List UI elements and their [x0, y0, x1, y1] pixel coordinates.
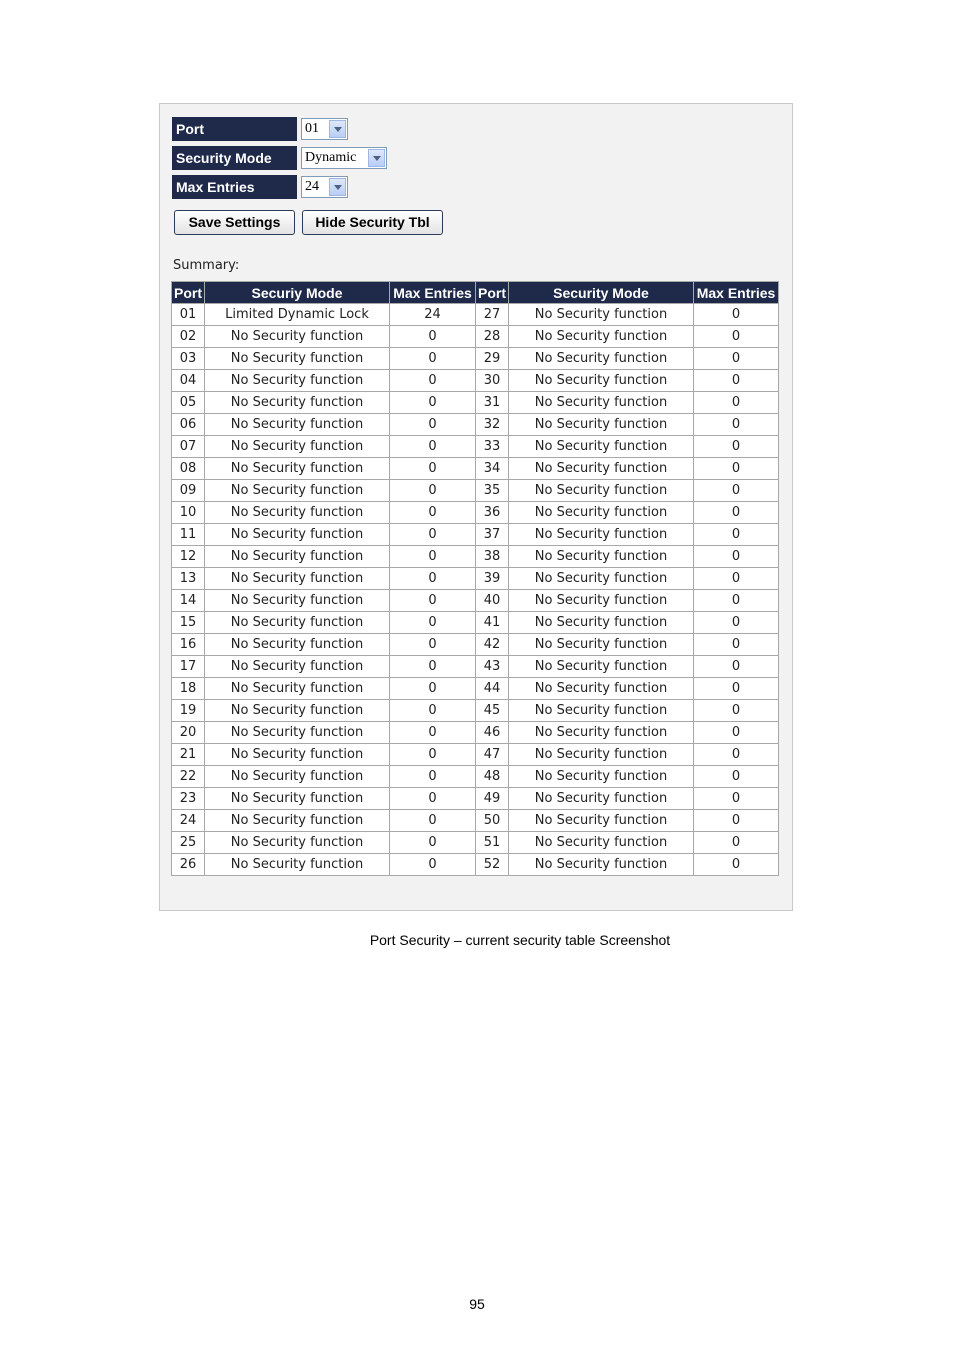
max-entries-cell: 0: [694, 546, 779, 568]
max-entries-cell: 0: [390, 370, 476, 392]
security-mode-cell: No Security function: [205, 810, 390, 832]
security-mode-cell: No Security function: [205, 612, 390, 634]
security-mode-cell: Limited Dynamic Lock: [205, 304, 390, 326]
max-entries-cell: 0: [694, 480, 779, 502]
max-entries-cell: 0: [390, 436, 476, 458]
port-security-panel: [159, 103, 793, 911]
security-mode-select[interactable]: [301, 147, 387, 169]
save-settings-button[interactable]: Save Settings: [174, 210, 295, 235]
max-entries-cell: 0: [390, 678, 476, 700]
max-entries-cell: 0: [390, 788, 476, 810]
chevron-down-icon[interactable]: [329, 120, 346, 138]
security-mode-cell: No Security function: [509, 348, 694, 370]
security-mode-cell: No Security function: [509, 524, 694, 546]
security-mode-label: Security Mode: [172, 146, 297, 170]
port-cell: 19: [172, 700, 205, 722]
port-cell: 42: [476, 634, 509, 656]
port-cell: 25: [172, 832, 205, 854]
security-mode-cell: No Security function: [205, 656, 390, 678]
port-cell: 30: [476, 370, 509, 392]
table-row: [172, 722, 779, 744]
port-cell: 12: [172, 546, 205, 568]
max-entries-cell: 0: [694, 744, 779, 766]
port-cell: 46: [476, 722, 509, 744]
port-cell: 05: [172, 392, 205, 414]
table-row: [172, 634, 779, 656]
security-mode-cell: No Security function: [509, 700, 694, 722]
security-mode-cell: No Security function: [205, 458, 390, 480]
max-entries-cell: 0: [694, 854, 779, 876]
port-cell: 18: [172, 678, 205, 700]
security-mode-cell: No Security function: [205, 788, 390, 810]
port-cell: 34: [476, 458, 509, 480]
max-entries-cell: 0: [694, 788, 779, 810]
port-cell: 35: [476, 480, 509, 502]
max-entries-cell: 0: [694, 326, 779, 348]
security-mode-cell: No Security function: [205, 832, 390, 854]
port-cell: 01: [172, 304, 205, 326]
max-entries-label: Max Entries: [172, 175, 297, 199]
table-row: [172, 304, 779, 326]
security-mode-cell: No Security function: [205, 370, 390, 392]
port-cell: 31: [476, 392, 509, 414]
port-cell: 49: [476, 788, 509, 810]
port-cell: 11: [172, 524, 205, 546]
table-row: [172, 744, 779, 766]
port-cell: 07: [172, 436, 205, 458]
security-mode-cell: No Security function: [205, 634, 390, 656]
max-entries-cell: 0: [390, 832, 476, 854]
port-cell: 43: [476, 656, 509, 678]
port-label: Port: [172, 117, 297, 141]
column-header-security-mode: Securiy Mode: [205, 282, 390, 304]
port-cell: 04: [172, 370, 205, 392]
port-cell: 03: [172, 348, 205, 370]
port-cell: 13: [172, 568, 205, 590]
max-entries-cell: 0: [390, 546, 476, 568]
table-row: [172, 546, 779, 568]
port-cell: 36: [476, 502, 509, 524]
security-mode-cell: No Security function: [205, 568, 390, 590]
port-cell: 51: [476, 832, 509, 854]
port-select-value: 01: [305, 121, 319, 136]
column-header-max-entries: Max Entries: [694, 282, 779, 304]
security-mode-cell: No Security function: [509, 568, 694, 590]
security-mode-cell: No Security function: [509, 392, 694, 414]
port-cell: 06: [172, 414, 205, 436]
port-cell: 26: [172, 854, 205, 876]
table-row: [172, 502, 779, 524]
table-row: [172, 590, 779, 612]
max-entries-cell: 0: [390, 392, 476, 414]
security-mode-cell: No Security function: [205, 414, 390, 436]
security-mode-cell: No Security function: [509, 634, 694, 656]
table-row: [172, 458, 779, 480]
security-mode-cell: No Security function: [509, 612, 694, 634]
port-cell: 48: [476, 766, 509, 788]
table-row: [172, 568, 779, 590]
table-row: [172, 700, 779, 722]
port-cell: 16: [172, 634, 205, 656]
security-mode-cell: No Security function: [509, 810, 694, 832]
security-mode-cell: No Security function: [205, 392, 390, 414]
max-entries-cell: 0: [390, 634, 476, 656]
table-row: [172, 524, 779, 546]
table-row: [172, 656, 779, 678]
table-row: [172, 326, 779, 348]
port-cell: 20: [172, 722, 205, 744]
max-entries-cell: 0: [694, 832, 779, 854]
table-row: [172, 788, 779, 810]
security-mode-cell: No Security function: [509, 678, 694, 700]
table-row: [172, 678, 779, 700]
max-entries-cell: 0: [390, 524, 476, 546]
chevron-down-icon[interactable]: [329, 178, 346, 196]
column-header-port: Port: [476, 282, 509, 304]
port-cell: 27: [476, 304, 509, 326]
security-summary-table: [171, 281, 779, 876]
security-mode-cell: No Security function: [509, 656, 694, 678]
port-cell: 24: [172, 810, 205, 832]
port-cell: 02: [172, 326, 205, 348]
max-entries-cell: 0: [694, 436, 779, 458]
max-entries-cell: 0: [390, 854, 476, 876]
port-cell: 17: [172, 656, 205, 678]
security-mode-cell: No Security function: [509, 766, 694, 788]
max-entries-cell: 0: [694, 634, 779, 656]
page-number: 95: [469, 1296, 485, 1312]
security-mode-cell: No Security function: [205, 524, 390, 546]
max-entries-cell: 0: [694, 656, 779, 678]
max-entries-cell: 0: [390, 700, 476, 722]
security-mode-cell: No Security function: [205, 502, 390, 524]
port-cell: 37: [476, 524, 509, 546]
port-cell: 21: [172, 744, 205, 766]
security-mode-cell: No Security function: [509, 370, 694, 392]
security-mode-cell: No Security function: [205, 546, 390, 568]
port-cell: 38: [476, 546, 509, 568]
port-cell: 14: [172, 590, 205, 612]
security-mode-cell: No Security function: [509, 788, 694, 810]
security-mode-cell: No Security function: [205, 348, 390, 370]
port-cell: 39: [476, 568, 509, 590]
security-mode-cell: No Security function: [509, 414, 694, 436]
table-row: [172, 810, 779, 832]
security-mode-cell: No Security function: [205, 854, 390, 876]
security-mode-cell: No Security function: [509, 502, 694, 524]
port-cell: 32: [476, 414, 509, 436]
max-entries-cell: 0: [390, 568, 476, 590]
security-mode-cell: No Security function: [509, 832, 694, 854]
table-row: [172, 480, 779, 502]
table-row: [172, 854, 779, 876]
port-cell: 52: [476, 854, 509, 876]
security-mode-cell: No Security function: [205, 700, 390, 722]
table-row: [172, 392, 779, 414]
max-entries-cell: 0: [694, 524, 779, 546]
table-row: [172, 348, 779, 370]
max-entries-select-value: 24: [305, 179, 319, 194]
max-entries-cell: 0: [694, 414, 779, 436]
max-entries-cell: 0: [390, 348, 476, 370]
max-entries-cell: 0: [694, 458, 779, 480]
security-mode-cell: No Security function: [509, 546, 694, 568]
port-cell: 40: [476, 590, 509, 612]
max-entries-cell: 0: [390, 612, 476, 634]
max-entries-cell: 0: [390, 810, 476, 832]
security-mode-select-value: Dynamic: [305, 150, 357, 165]
security-mode-cell: No Security function: [205, 326, 390, 348]
figure-caption: Port Security – current security table Screenshot: [369, 932, 671, 948]
table-row: [172, 370, 779, 392]
port-cell: 29: [476, 348, 509, 370]
max-entries-cell: 24: [390, 304, 476, 326]
max-entries-cell: 0: [694, 502, 779, 524]
max-entries-cell: 0: [694, 370, 779, 392]
max-entries-cell: 0: [390, 480, 476, 502]
max-entries-select[interactable]: [301, 176, 348, 198]
security-mode-cell: No Security function: [509, 590, 694, 612]
max-entries-cell: 0: [390, 744, 476, 766]
port-cell: 22: [172, 766, 205, 788]
max-entries-cell: 0: [390, 414, 476, 436]
security-mode-cell: No Security function: [509, 436, 694, 458]
max-entries-cell: 0: [694, 700, 779, 722]
port-cell: 15: [172, 612, 205, 634]
max-entries-cell: 0: [694, 810, 779, 832]
max-entries-cell: 0: [390, 458, 476, 480]
port-select[interactable]: [301, 118, 348, 140]
security-mode-cell: No Security function: [509, 326, 694, 348]
max-entries-cell: 0: [390, 502, 476, 524]
table-header-row: [172, 282, 779, 304]
max-entries-cell: 0: [390, 766, 476, 788]
column-header-port: Port: [172, 282, 205, 304]
table-row: [172, 612, 779, 634]
port-cell: 08: [172, 458, 205, 480]
security-mode-cell: No Security function: [509, 304, 694, 326]
summary-label: Summary:: [173, 258, 240, 273]
table-row: [172, 436, 779, 458]
table-row: [172, 766, 779, 788]
max-entries-cell: 0: [694, 678, 779, 700]
security-mode-cell: No Security function: [205, 678, 390, 700]
port-cell: 50: [476, 810, 509, 832]
security-mode-cell: No Security function: [509, 744, 694, 766]
max-entries-cell: 0: [694, 568, 779, 590]
max-entries-cell: 0: [694, 348, 779, 370]
security-mode-cell: No Security function: [509, 458, 694, 480]
security-mode-cell: No Security function: [205, 480, 390, 502]
security-mode-cell: No Security function: [509, 722, 694, 744]
hide-security-table-button[interactable]: Hide Security Tbl: [302, 210, 443, 235]
security-mode-cell: No Security function: [205, 436, 390, 458]
port-cell: 09: [172, 480, 205, 502]
security-mode-cell: No Security function: [205, 590, 390, 612]
security-mode-cell: No Security function: [205, 722, 390, 744]
table-row: [172, 832, 779, 854]
security-mode-cell: No Security function: [205, 766, 390, 788]
column-header-max-entries: Max Entries: [390, 282, 476, 304]
port-cell: 23: [172, 788, 205, 810]
security-mode-cell: No Security function: [205, 744, 390, 766]
column-header-security-mode: Security Mode: [509, 282, 694, 304]
max-entries-cell: 0: [694, 722, 779, 744]
port-cell: 10: [172, 502, 205, 524]
port-cell: 47: [476, 744, 509, 766]
max-entries-cell: 0: [694, 612, 779, 634]
max-entries-cell: 0: [390, 326, 476, 348]
max-entries-cell: 0: [390, 656, 476, 678]
port-cell: 28: [476, 326, 509, 348]
max-entries-cell: 0: [694, 766, 779, 788]
max-entries-cell: 0: [694, 392, 779, 414]
table-row: [172, 414, 779, 436]
chevron-down-icon[interactable]: [368, 149, 385, 167]
max-entries-cell: 0: [694, 304, 779, 326]
port-cell: 33: [476, 436, 509, 458]
port-cell: 45: [476, 700, 509, 722]
max-entries-cell: 0: [694, 590, 779, 612]
security-mode-cell: No Security function: [509, 854, 694, 876]
port-cell: 41: [476, 612, 509, 634]
port-cell: 44: [476, 678, 509, 700]
max-entries-cell: 0: [390, 722, 476, 744]
max-entries-cell: 0: [390, 590, 476, 612]
security-mode-cell: No Security function: [509, 480, 694, 502]
